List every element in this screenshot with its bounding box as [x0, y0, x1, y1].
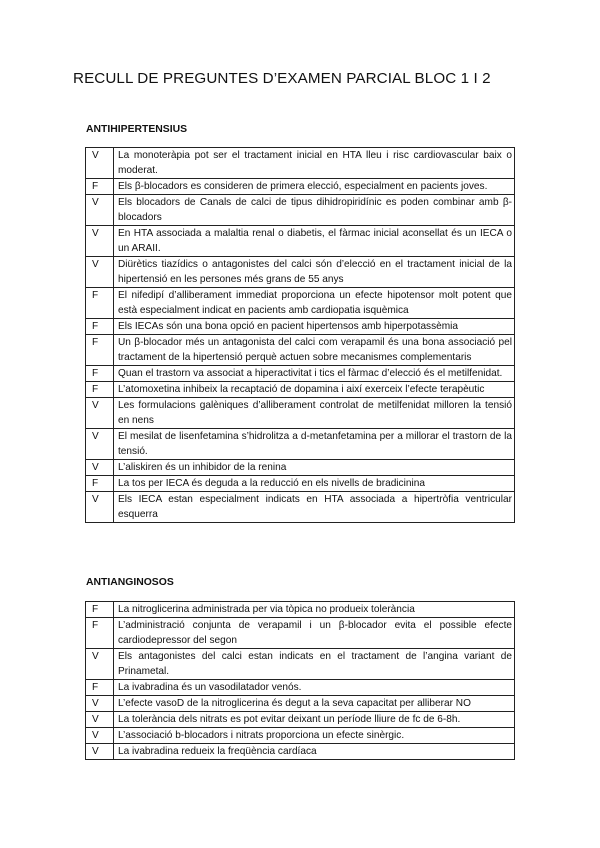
- table-row: [86, 492, 515, 523]
- answer-cell: V: [86, 398, 114, 429]
- answer-cell: F: [86, 680, 114, 696]
- answer-cell: V: [86, 148, 114, 179]
- table-row: [86, 382, 515, 398]
- table-row: [86, 398, 515, 429]
- table-row: [86, 226, 515, 257]
- table-row: [86, 712, 515, 728]
- table-row: [86, 179, 515, 195]
- answer-cell: V: [86, 696, 114, 712]
- answer-cell: F: [86, 179, 114, 195]
- statement-cell: Quan el trastorn va associat a hiperactivitat i tics el fàrmac d’elecció és el metilfenidat.: [114, 366, 515, 382]
- antihipertensius-table: [85, 147, 515, 523]
- section-heading-antianginosos: ANTIANGINOSOS: [86, 577, 174, 588]
- antianginosos-table: [85, 601, 515, 760]
- answer-cell: V: [86, 728, 114, 744]
- statement-cell: Els β-blocadors es consideren de primera elecció, especialment en pacients joves.: [114, 179, 515, 195]
- section-heading-antihipertensius: ANTIHIPERTENSIUS: [86, 124, 188, 135]
- table-row: [86, 335, 515, 366]
- table-row: [86, 288, 515, 319]
- answer-cell: V: [86, 712, 114, 728]
- table-row: [86, 366, 515, 382]
- answer-cell: V: [86, 492, 114, 523]
- table-row: [86, 257, 515, 288]
- answer-cell: F: [86, 335, 114, 366]
- statement-cell: L’atomoxetina inhibeix la recaptació de dopamina i així exerceix l’efecte terapèutic: [114, 382, 515, 398]
- statement-cell: Les formulacions galèniques d’alliberament controlat de metilfenidat milloren la tensió en nens: [114, 398, 515, 429]
- answer-cell: F: [86, 319, 114, 335]
- statement-cell: La nitroglicerina administrada per via tòpica no produeix tolerància: [114, 602, 515, 618]
- answer-cell: F: [86, 366, 114, 382]
- statement-cell: Diürètics tiazídics o antagonistes del calci són d’elecció en el tractament inicial de la hipertensió en les persones més grans de 55 anys: [114, 257, 515, 288]
- table-row: [86, 148, 515, 179]
- answer-cell: F: [86, 476, 114, 492]
- answer-cell: V: [86, 744, 114, 760]
- answer-cell: V: [86, 226, 114, 257]
- answer-cell: F: [86, 602, 114, 618]
- statement-cell: Un β-blocador més un antagonista del calci com verapamil és una bona associació pel tractament de la hipertensió perquè actuen sobre mecanismes complementaris: [114, 335, 515, 366]
- page-title: RECULL DE PREGUNTES D’EXAMEN PARCIAL BLOC 1 I 2: [73, 70, 491, 87]
- table-row: [86, 696, 515, 712]
- answer-cell: V: [86, 429, 114, 460]
- answer-cell: V: [86, 257, 114, 288]
- table-row: [86, 680, 515, 696]
- table-row: [86, 649, 515, 680]
- answer-cell: F: [86, 618, 114, 649]
- statement-cell: Els IECAs són una bona opció en pacient hipertensos amb hiperpotassèmia: [114, 319, 515, 335]
- statement-cell: La monoteràpia pot ser el tractament inicial en HTA lleu i risc cardiovascular baix o moderat.: [114, 148, 515, 179]
- table-row: [86, 195, 515, 226]
- table-row: [86, 460, 515, 476]
- statement-cell: L’associació b-blocadors i nitrats proporciona un efecte sinèrgic.: [114, 728, 515, 744]
- statement-cell: La tos per IECA és deguda a la reducció en els nivells de bradicinina: [114, 476, 515, 492]
- statement-cell: L’efecte vasoD de la nitroglicerina és degut a la seva capacitat per alliberar NO: [114, 696, 515, 712]
- answer-cell: F: [86, 382, 114, 398]
- statement-cell: L’aliskiren és un inhibidor de la renina: [114, 460, 515, 476]
- answer-cell: V: [86, 460, 114, 476]
- answer-cell: V: [86, 195, 114, 226]
- answer-cell: F: [86, 288, 114, 319]
- statement-cell: L’administració conjunta de verapamil i un β-blocador evita el possible efecte cardiodepressor del segon: [114, 618, 515, 649]
- statement-cell: La ivabradina redueix la freqüència cardíaca: [114, 744, 515, 760]
- table-row: [86, 476, 515, 492]
- table-row: [86, 728, 515, 744]
- answer-cell: V: [86, 649, 114, 680]
- statement-cell: Els IECA estan especialment indicats en HTA associada a hipertròfia ventricular esquerra: [114, 492, 515, 523]
- statement-cell: El nifedipí d’alliberament immediat proporciona un efecte hipotensor molt potent que està especialment indicat en pacients amb cardiopatia isquèmica: [114, 288, 515, 319]
- table-row: [86, 602, 515, 618]
- statement-cell: El mesilat de lisenfetamina s’hidrolitza a d-metanfetamina per a millorar el trastorn de la tensió.: [114, 429, 515, 460]
- statement-cell: La ivabradina és un vasodilatador venós.: [114, 680, 515, 696]
- table-row: [86, 429, 515, 460]
- statement-cell: Els blocadors de Canals de calci de tipus dihidropiridínic es poden combinar amb β-blocadors: [114, 195, 515, 226]
- table-row: [86, 618, 515, 649]
- statement-cell: Els antagonistes del calci estan indicats en el tractament de l’angina variant de Prinametal.: [114, 649, 515, 680]
- statement-cell: En HTA associada a malaltia renal o diabetis, el fàrmac inicial aconsellat és un IECA o un ARAII.: [114, 226, 515, 257]
- table-row: [86, 319, 515, 335]
- table-row: [86, 744, 515, 760]
- statement-cell: La tolerància dels nitrats es pot evitar deixant un període lliure de fc de 6-8h.: [114, 712, 515, 728]
